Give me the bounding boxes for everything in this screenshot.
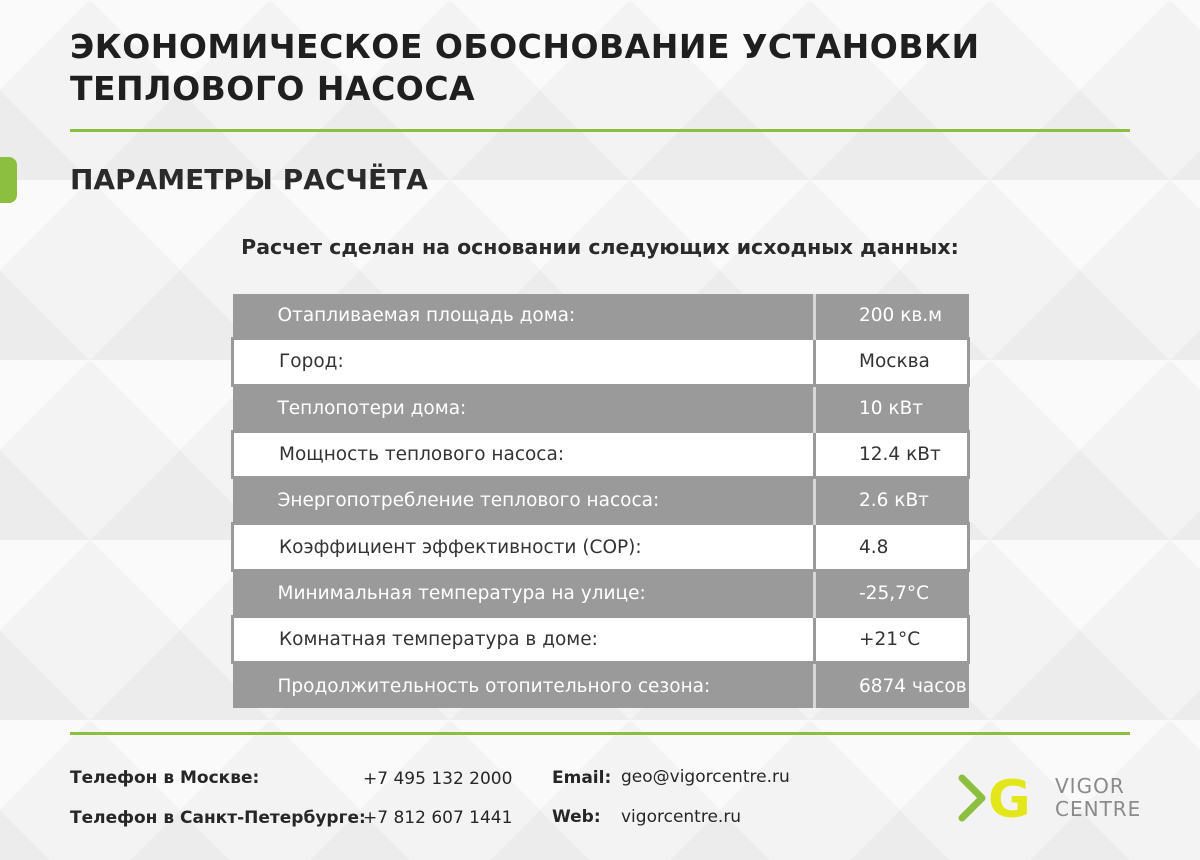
logo-wordmark — [1055, 775, 1141, 821]
param-value: 12.4 кВт — [815, 431, 969, 477]
table-row — [233, 294, 969, 339]
table-row — [233, 431, 969, 477]
param-label: Теплопотери дома: — [233, 385, 815, 431]
bottom-divider — [70, 732, 1130, 735]
page-title-line-2: ТЕПЛОВОГО НАСОСА — [70, 69, 476, 108]
vigor-centre-logo — [958, 772, 1142, 824]
intro-text: Расчет сделан на основании следующих исходных данных: — [241, 235, 959, 259]
web-link[interactable]: vigorcentre.ru — [621, 807, 742, 827]
table-row — [233, 339, 969, 385]
page-title-line-1: ЭКОНОМИЧЕСКОЕ ОБОСНОВАНИЕ УСТАНОВКИ — [70, 27, 980, 66]
param-label: Отапливаемая площадь дома: — [233, 294, 815, 339]
section-title: ПАРАМЕТРЫ РАСЧЁТА — [70, 163, 428, 196]
param-value: 2.6 кВт — [815, 478, 969, 524]
table-row — [233, 478, 969, 524]
param-label: Комнатная температура в доме: — [233, 617, 815, 663]
param-label: Мощность теплового насоса: — [233, 431, 815, 477]
param-value: Москва — [815, 339, 969, 385]
logo-mark-icon — [958, 772, 1050, 824]
phone-spb-label: Телефон в Санкт-Петербурге: — [70, 808, 366, 828]
top-divider — [70, 129, 1130, 132]
param-value: 4.8 — [815, 524, 969, 570]
logo-line-2: CENTRE — [1055, 797, 1142, 821]
web-label: Web: — [552, 807, 601, 827]
param-value: -25,7°C — [815, 570, 969, 616]
phone-spb-link[interactable]: +7 812 607 1441 — [363, 808, 513, 828]
table-row — [233, 570, 969, 616]
table-row — [233, 385, 969, 431]
parameters-table — [231, 294, 970, 708]
param-label: Минимальная температура на улице: — [233, 570, 815, 616]
param-value: +21°C — [815, 617, 969, 663]
param-value: 10 кВт — [815, 385, 969, 431]
email-link[interactable]: geo@vigorcentre.ru — [621, 767, 790, 787]
page-title — [70, 26, 1130, 110]
phone-moscow-link[interactable]: +7 495 132 2000 — [363, 769, 513, 789]
logo-line-1: VIGOR — [1055, 774, 1125, 798]
param-label: Продолжительность отопительного сезона: — [233, 663, 815, 708]
param-label: Город: — [233, 339, 815, 385]
param-value: 6874 часов — [815, 663, 969, 708]
section-accent-tab — [0, 157, 17, 203]
logo-letter: G — [988, 772, 1031, 824]
param-value: 200 кв.м — [815, 294, 969, 339]
param-label: Энергопотребление теплового насоса: — [233, 478, 815, 524]
table-row — [233, 663, 969, 708]
param-label: Коэффициент эффективности (COP): — [233, 524, 815, 570]
phone-moscow-label: Телефон в Москве: — [70, 768, 260, 788]
email-label: Email: — [552, 768, 612, 788]
table-row — [233, 617, 969, 663]
table-row — [233, 524, 969, 570]
